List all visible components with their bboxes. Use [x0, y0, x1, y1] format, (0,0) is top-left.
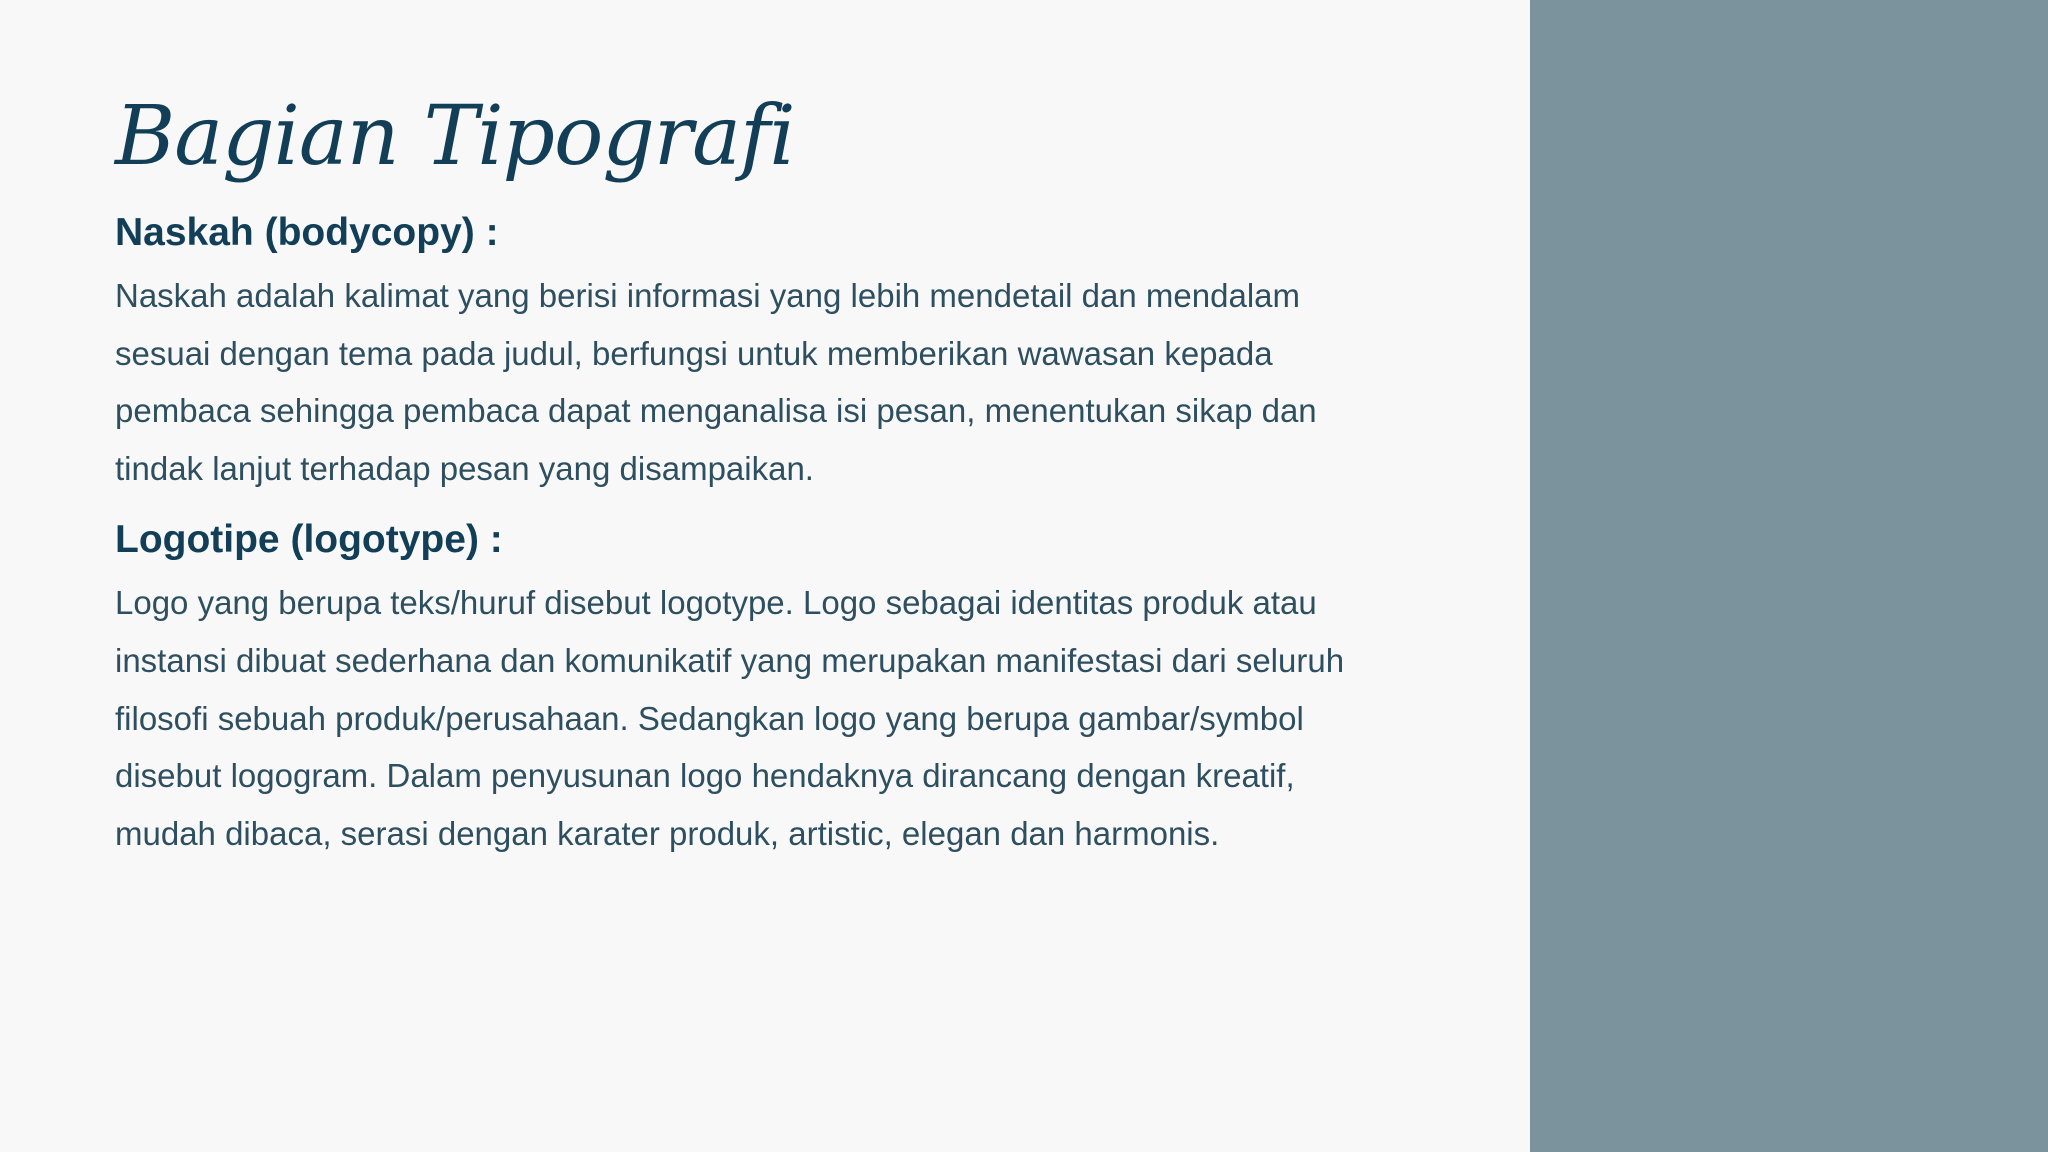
- section-heading-bodycopy: Naskah (bodycopy) :: [115, 211, 499, 254]
- slide-content: [115, 78, 1345, 862]
- section-heading-logotype: Logotipe (logotype) :: [115, 518, 503, 562]
- section-bodycopy: [115, 202, 1345, 497]
- section-text-logotype: Logo yang berupa teks/huruf disebut logotype. Logo sebagai identitas produk atau instansi dibuat sederhana dan komunikatif yang merupakan manifestasi dari seluruh filosofi sebuah produk/perusahaan. Sedangkan logo yang berupa gambar/symbol disebut logogram. Dalam penyusunan logo hendaknya dirancang dengan kreatif, mudah dibaca, serasi dengan karater produk, artistic, elegan dan harmonis.: [115, 584, 1345, 852]
- section-text-bodycopy: Naskah adalah kalimat yang berisi informasi yang lebih mendetail dan mendalam sesuai dengan tema pada judul, berfungsi untuk memberikan wawasan kepada pembaca sehingga pembaca dapat menganalisa isi pesan, menentukan sikap dan tindak lanjut terhadap pesan yang disampaikan.: [115, 277, 1317, 487]
- slide-title: Bagian Tipografi: [115, 89, 795, 184]
- side-color-panel: [1530, 0, 2048, 1152]
- section-logotype: [115, 509, 1345, 862]
